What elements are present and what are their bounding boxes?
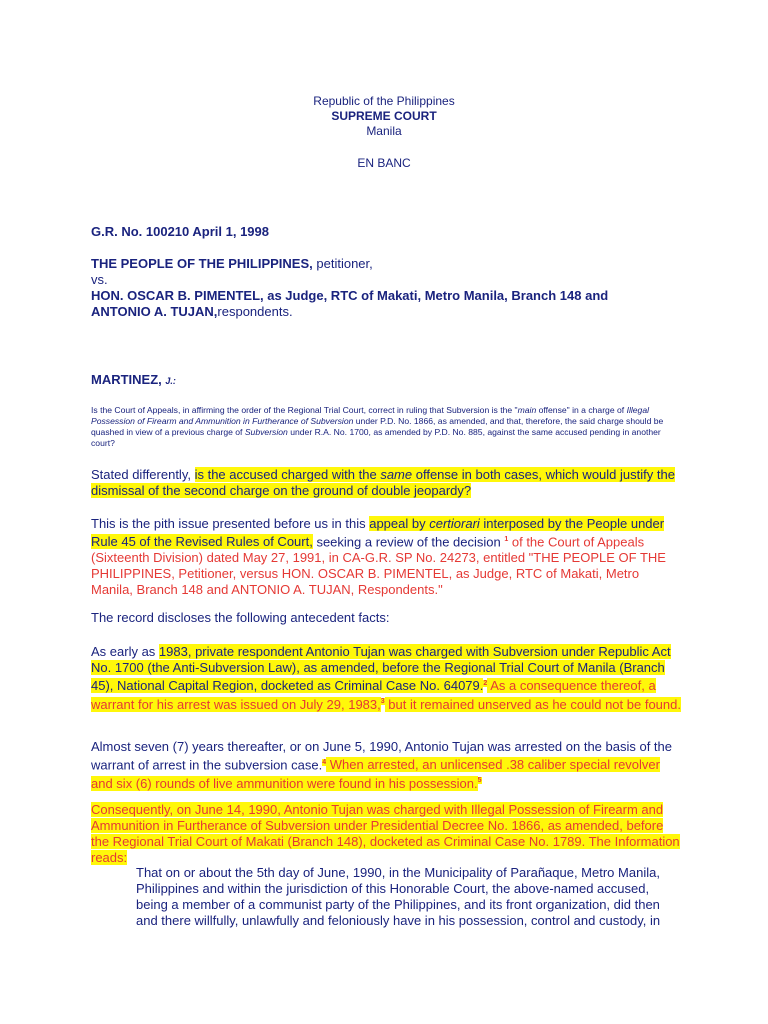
paragraph-record: The record discloses the following antecedent facts: [91,610,390,625]
issue-charge-italic: Illegal Possession of Firearm and Ammunition in Furtherance of Subversion [91,405,650,426]
highlight-italic: certiorari [429,516,480,531]
paragraph-pith-issue [91,516,681,598]
issue-text: under P.D. No. 1866, as amended, and that, therefore, the said charge should be quashed in view of a previous charge of [91,416,664,437]
respondents-line [91,288,651,320]
petitioner-role: petitioner, [312,256,373,271]
red-text: of the Court of Appeals (Sixteenth Division) dated May 27, 1991, in CA-G.R. SP No. 24273, entitled "THE PEOPLE OF THE PHILIPPINES, Petitioner, versus HON. OSCAR B. PIMENTEL, as Judge, RTC of Makati, Metro Manila, Branch 148 and ANTONIO A. TUJAN, Respondents." [91,534,666,598]
paragraph-consequently [91,802,681,866]
highlight-part: is the accused charged with the [194,467,381,482]
petitioner-line [91,256,651,272]
case-parties [91,256,651,320]
highlighted-text: 1983, private respondent Antonio Tujan was charged with Subversion under Republic Act No. 1700 (the Anti-Subversion Law), as amended, before the Regional Trial Court of Manila (Branch 45), National Capital Region, docketed as Criminal Case No. 64079. [91,644,671,694]
highlight-part: appeal by [369,516,430,531]
republic-line: Republic of the Philippines [313,94,455,108]
paragraph-1983 [91,644,681,713]
highlight-part: offense in both cases, which would justify the dismissal of the second charge on the ground of double jeopardy? [91,467,675,498]
highlight-italic: same [380,467,413,482]
court-name: SUPREME COURT [331,109,437,123]
issue-subversion-italic: Subversion [244,427,288,437]
respondents-name: HON. OSCAR B. PIMENTEL, as Judge, RTC of Makati, Metro Manila, Branch 148 and ANTONIO A. TUJAN, [91,288,609,319]
footnote-3-link[interactable]: 3 [380,698,385,706]
footnote-1-link[interactable]: 1 [504,536,509,543]
vs-line: vs. [91,272,108,287]
issue-main-italic: main [517,405,537,415]
issue-text: Is the Court of Appeals, in affirming the order of the Regional Trial Court, correct in ruling that Subversion is the " [91,405,518,415]
red-highlighted-text: Consequently, on June 14, 1990, Antonio Tujan was charged with Illegal Possession of Firearm and Ammunition in Furtherance of Subversion under Presidential Decree No. 1866, as amended, before the Regional Trial Court of Makati (Branch 148), docketed as Criminal Case No. 1789. The Information reads: [91,802,680,865]
gr-number: G.R. No. 100210 April 1, 1998 [91,224,269,239]
footnote-5-link[interactable]: 5 [477,777,482,785]
court-header [0,94,768,171]
information-quote: That on or about the 5th day of June, 1990, in the Municipality of Parañaque, Metro Manila, Philippines and within the jurisdiction of this Honorable Court, the above-named accused, being a member of a communist party of the Philippines, and its front organization, did then and there willfully, unlawfully and feloniously have in his possession, control and custody, in [136,865,661,928]
ponente-title: J.: [165,376,176,386]
paragraph-text: Stated differently, [91,467,195,482]
issue-text: offense" in a charge of [536,405,627,415]
red-highlighted-text: When arrested, an unlicensed .38 caliber special revolver and six (6) rounds of live ammunition were found in his possession. [91,757,660,791]
ponente-name: MARTINEZ, [91,372,162,387]
paragraph-text: This is the pith issue presented before us in this [91,516,370,531]
highlight-part: interposed by the People under Rule 45 of the Revised Rules of Court, [91,516,665,550]
issue-summary [91,405,681,449]
issue-text: under R.A. No. 1700, as amended by P.D. No. 885, against the same accused pending in another court? [91,427,661,448]
footnote-2-link[interactable]: 2 [483,680,488,687]
paragraph-text: Almost seven (7) years thereafter, or on June 5, 1990, Antonio Tujan was arrested on the basis of the warrant of arrest in the subversion case. [91,739,673,773]
respondents-role: respondents. [217,304,293,319]
paragraph-1990 [91,739,681,792]
petitioner-name: THE PEOPLE OF THE PHILIPPINES, [91,256,313,271]
paragraph-text: seeking a review of the decision [312,534,505,550]
paragraph-text: As early as [91,644,159,659]
paragraph-stated-differently [91,467,681,499]
division-line: EN BANC [357,156,411,170]
red-highlighted-text: but it remained unserved as he could not be found. [384,696,681,712]
footnote-4-link[interactable]: 4 [322,759,327,766]
ponente [91,372,681,389]
red-highlighted-text: As a consequence thereof, a warrant for his arrest was issued on July 29, 1983, [91,678,656,712]
city-line: Manila [366,124,402,138]
